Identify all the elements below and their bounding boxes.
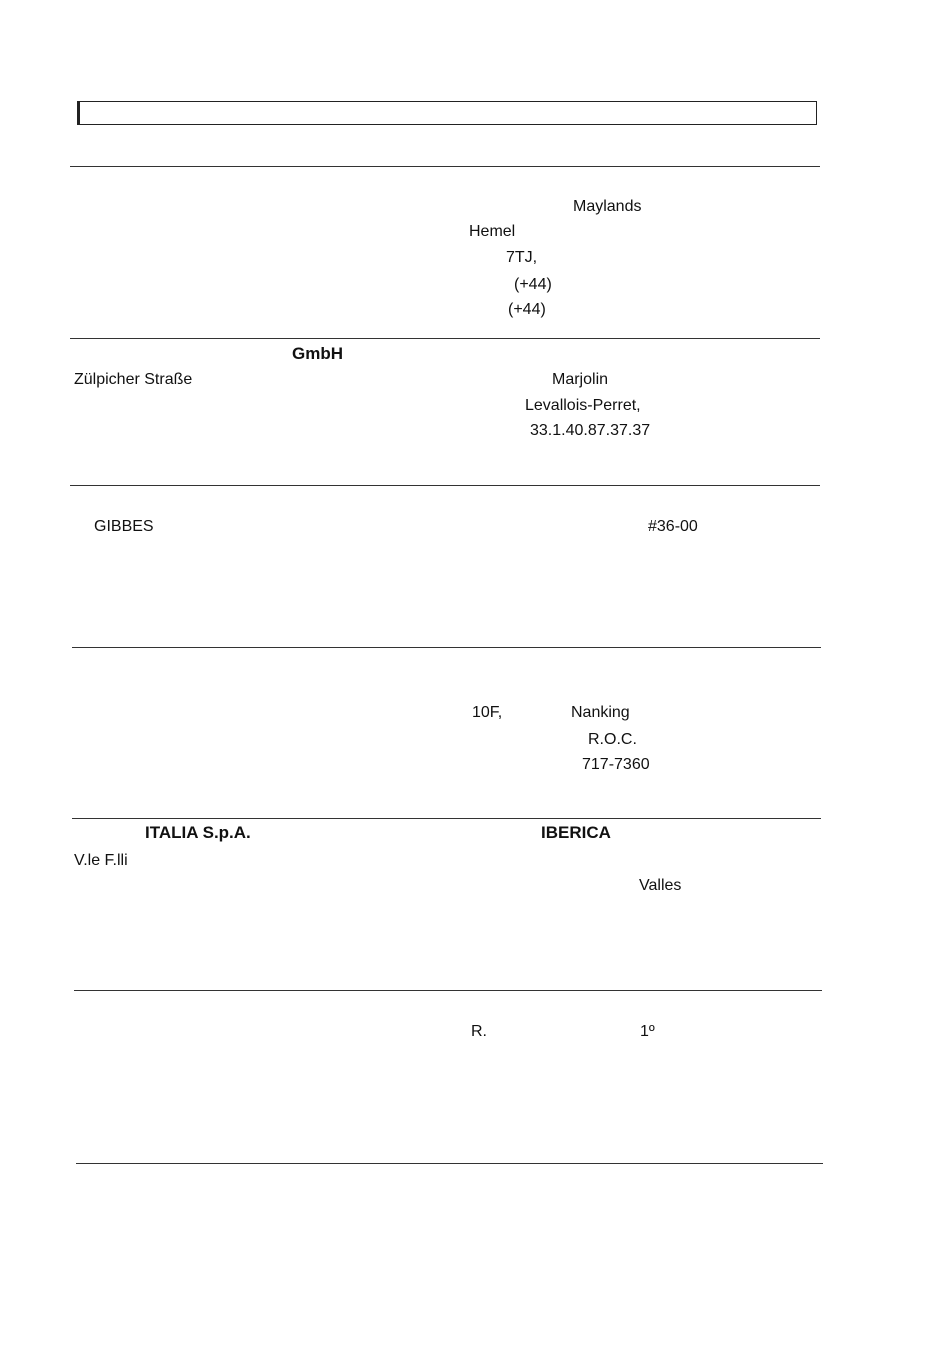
header-box — [77, 101, 817, 125]
divider-2 — [70, 338, 820, 339]
portugal-address-line-1a: R. — [471, 1023, 487, 1040]
uk-phone: (+44) — [514, 276, 552, 293]
divider-5 — [72, 818, 821, 819]
uk-address-line-3: 7TJ, — [506, 249, 538, 266]
portugal-address-line-1b: 1º — [640, 1023, 655, 1040]
divider-6 — [74, 990, 822, 991]
uk-address-line-2: Hemel — [469, 223, 516, 240]
spain-address-line-1: Valles — [639, 877, 682, 894]
italy-company: ITALIA S.p.A. — [145, 823, 251, 842]
france-address-line-2: Levallois-Perret, — [525, 397, 641, 414]
uk-address-line-1: Maylands — [573, 198, 642, 215]
divider-7 — [76, 1163, 823, 1164]
germany-company: GmbH — [292, 344, 343, 363]
taiwan-phone: 717-7360 — [582, 756, 650, 773]
france-phone: 33.1.40.87.37.37 — [530, 422, 651, 439]
italy-street: V.le F.lli — [74, 852, 128, 869]
taiwan-address-line-1b: Nanking — [571, 704, 630, 721]
singapore-right-text: #36-00 — [648, 518, 698, 535]
france-address-line-1: Marjolin — [552, 371, 609, 388]
uk-fax: (+44) — [508, 301, 546, 318]
germany-street: Zülpicher Straße — [74, 371, 193, 388]
divider-4 — [72, 647, 821, 648]
divider-3 — [70, 485, 820, 486]
taiwan-address-line-1a: 10F, — [472, 704, 503, 721]
taiwan-address-line-2: R.O.C. — [588, 731, 637, 748]
divider-1 — [70, 166, 820, 167]
singapore-left-text: GIBBES — [94, 518, 154, 535]
spain-company: IBERICA — [541, 823, 611, 842]
